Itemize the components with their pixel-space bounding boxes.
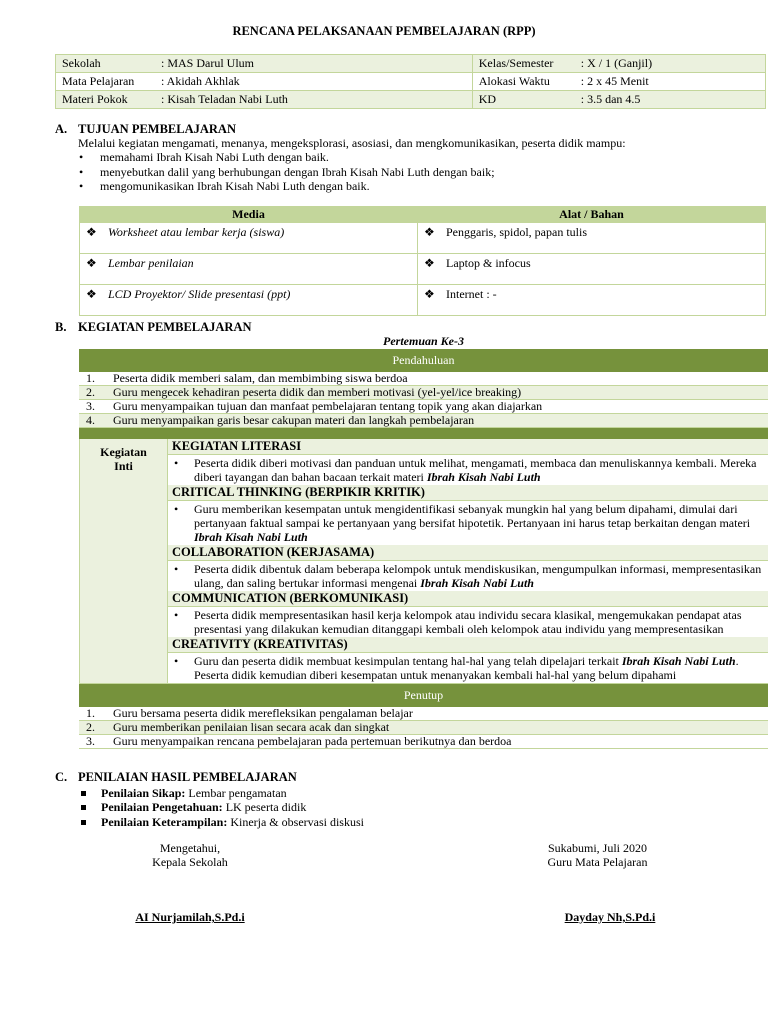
topic-label: Materi Pokok (56, 91, 156, 109)
assessment-item (78, 786, 766, 800)
assessment-value: LK peserta didik (222, 800, 307, 815)
row-number: 2. (86, 720, 95, 734)
literacy-text (168, 455, 768, 485)
teacher-signature-block (525, 841, 670, 870)
row-number: 1. (86, 706, 95, 720)
school-value: : MAS Darul Ulum (155, 55, 472, 73)
kd-label: KD (472, 91, 575, 109)
goals-intro: Melalui kegiatan mengamati, menanya, mengeksplorasi, asosiasi, dan mengkomunikasikan, peserta didik mampu: (78, 136, 626, 150)
critical-thinking-heading: CRITICAL THINKING (BERPIKIR KRITIK) (168, 485, 768, 501)
subject-value: : Akidah Akhlak (155, 73, 472, 91)
row-number: 4. (86, 413, 95, 427)
intro-row (79, 414, 768, 428)
diamond-bullet-icon: ❖ (86, 287, 97, 301)
row-text: Guru memberikan penilaian lisan secara acak dan singkat (113, 720, 390, 734)
para-emphasis: Ibrah Kisah Nabi Luth (420, 576, 534, 590)
intro-row (79, 400, 768, 414)
goal-item: • menyebutkan dalil yang berhubungan dengan Ibrah Kisah Nabi Luth dengan baik; (78, 165, 766, 179)
para-text: Guru memberikan kesempatan untuk mengidentifikasi sebanyak mungkin hal yang belum dipahami, dimulai dari pertanyaan faktual sampai ke pertanyaan yang bersifat hipotetik. Pertanyaan ini harus tetap berkaitan dengan materi (194, 502, 751, 530)
row-text: Guru menyampaikan rencana pembelajaran pada pertemuan berikutnya dan berdoa (113, 734, 512, 748)
activities-table (79, 334, 768, 749)
diamond-bullet-icon: ❖ (86, 256, 97, 270)
closing-row (79, 707, 768, 721)
section-a-number: A. (55, 122, 68, 136)
section-c-title: PENILAIAN HASIL PEMBELAJARAN (78, 770, 297, 784)
section-a-title: TUJUAN PEMBELAJARAN (78, 122, 236, 136)
section-c-number: C. (55, 770, 68, 784)
diamond-bullet-icon: ❖ (424, 256, 435, 270)
row-text: Guru bersama peserta didik merefleksikan pengalaman belajar (113, 706, 413, 720)
media-item: Lembar penilaian (108, 256, 194, 270)
media-header: Media (80, 207, 418, 223)
goals-block (78, 136, 766, 194)
diamond-bullet-icon: ❖ (86, 225, 97, 239)
communication-text (168, 607, 768, 637)
media-item: LCD Proyektor/ Slide presentasi (ppt) (108, 287, 291, 301)
creativity-text (168, 653, 768, 683)
identity-row (56, 73, 766, 91)
para-text: Peserta didik diberi motivasi dan panduan untuk melihat, mengamati, membaca dan menuliskannya kembali. Mereka diberi tayangan dan bahan bacaan terkait materi (194, 456, 757, 484)
collaboration-heading: COLLABORATION (KERJASAMA) (168, 545, 768, 561)
class-label: Kelas/Semester (472, 55, 575, 73)
intro-row (79, 372, 768, 386)
goal-item: • memahami Ibrah Kisah Nabi Luth dengan baik. (78, 150, 766, 164)
principal-title: Kepala Sekolah (152, 855, 228, 870)
core-activities (79, 439, 768, 684)
assessment-label: Penilaian Sikap: (101, 786, 186, 800)
collaboration-text (168, 561, 768, 591)
tools-item: Laptop & infocus (446, 256, 531, 270)
principal-signature-block (110, 841, 270, 870)
assessment-value: Kinerja & observasi diskusi (227, 814, 364, 829)
row-text: Guru menyampaikan tujuan dan manfaat pembelajaran tentang topik yang akan diajarkan (113, 399, 543, 413)
para-emphasis: Ibrah Kisah Nabi Luth (621, 654, 736, 668)
section-b-number: B. (55, 320, 67, 334)
time-value: : 2 x 45 Menit (575, 73, 766, 91)
assessment-label: Penilaian Keterampilan: (101, 814, 228, 829)
diamond-bullet-icon: ❖ (424, 287, 435, 301)
media-row (80, 254, 766, 285)
row-number: 3. (86, 399, 95, 413)
para-text: Peserta didik dibentuk dalam beberapa kelompok untuk mendiskusikan, mengumpulkan informasi, mempresentasikan ulang, dan saling bertukar informasi mengenai (194, 562, 762, 590)
media-row (80, 223, 766, 254)
row-number: 1. (86, 371, 95, 385)
time-label: Alokasi Waktu (472, 73, 575, 91)
core-content (168, 439, 768, 683)
principal-caption: Mengetahui, (159, 841, 221, 855)
kd-value: : 3.5 dan 4.5 (575, 91, 766, 109)
critical-thinking-text (168, 501, 768, 545)
para-emphasis: Ibrah Kisah Nabi Luth (194, 530, 308, 544)
row-text: Guru menyampaikan garis besar cakupan materi dan langkah pembelajaran (113, 413, 475, 427)
assessment-value: Lembar pengamatan (185, 786, 287, 800)
assessment-item (78, 800, 766, 814)
section-c-heading (55, 770, 297, 785)
row-number: 2. (86, 385, 95, 399)
identity-row (56, 91, 766, 109)
core-label-line: Kegiatan (100, 445, 147, 459)
para-text: . Peserta didik kemudian diberi kesempatan untuk menanyakan kembali hal-hal yang belum dipahami (194, 654, 739, 682)
principal-name: AI Nurjamilah,S.Pd.i (135, 910, 245, 924)
document-title: RENCANA PELAKSANAAN PEMBELAJARAN (RPP) (232, 24, 536, 38)
row-text: Guru mengecek kehadiran peserta didik dan memberi motivasi (yel-yel/ice breaking) (113, 385, 522, 399)
core-label (80, 439, 168, 683)
para-text: Peserta didik mempresentasikan hasil kerja kelompok atau individu secara klasikal, mengemukakan pendapat atas presentasi yang dilakukan kemudian ditanggapi kembali oleh kelompok atau individu yang mempresentasikan (194, 608, 742, 636)
section-a-heading (55, 122, 236, 137)
teacher-title: Guru Mata Pelajaran (547, 855, 648, 870)
para-emphasis: Ibrah Kisah Nabi Luth (426, 470, 541, 484)
identity-table (55, 54, 766, 109)
assessment-item (78, 815, 766, 829)
row-number: 3. (86, 734, 95, 748)
closing-row (79, 735, 768, 749)
goal-item: • mengomunikasikan Ibrah Kisah Nabi Luth dengan baik. (78, 179, 766, 193)
teacher-name: Dayday Nh,S.Pd.i (564, 910, 656, 924)
row-text: Peserta didik memberi salam, dan membimbing siswa berdoa (113, 371, 408, 385)
identity-row (56, 55, 766, 73)
tools-header: Alat / Bahan (418, 207, 766, 223)
divider-band (79, 428, 768, 439)
place-date: Sukabumi, Juli 2020 (547, 841, 647, 855)
section-b-heading (55, 320, 252, 335)
closing-band: Penutup (79, 684, 768, 707)
assessment-list (78, 786, 766, 829)
intro-band: Pendahuluan (79, 349, 768, 372)
intro-row (79, 386, 768, 400)
para-text: Guru dan peserta didik membuat kesimpulan tentang hal-hal yang telah dipelajari terkait (194, 654, 622, 668)
creativity-heading: CREATIVITY (KREATIVITAS) (168, 637, 768, 653)
goals-list (78, 150, 766, 193)
media-item: Worksheet atau lembar kerja (siswa) (108, 225, 285, 239)
literacy-heading: KEGIATAN LITERASI (168, 439, 768, 455)
media-table (79, 206, 766, 316)
tools-item: Internet : - (446, 287, 497, 301)
communication-heading: COMMUNICATION (BERKOMUNIKASI) (168, 591, 768, 607)
topic-value: : Kisah Teladan Nabi Luth (155, 91, 472, 109)
section-b-title: KEGIATAN PEMBELAJARAN (78, 320, 252, 334)
subject-label: Mata Pelajaran (56, 73, 156, 91)
assessment-label: Penilaian Pengetahuan: (101, 800, 223, 815)
class-value: : X / 1 (Ganjil) (575, 55, 766, 73)
diamond-bullet-icon: ❖ (424, 225, 435, 239)
school-label: Sekolah (56, 55, 156, 73)
media-row (80, 285, 766, 316)
tools-item: Penggaris, spidol, papan tulis (446, 225, 587, 239)
meeting-label: Pertemuan Ke-3 (383, 334, 464, 348)
closing-row (79, 721, 768, 735)
core-label-line: Inti (114, 459, 133, 473)
